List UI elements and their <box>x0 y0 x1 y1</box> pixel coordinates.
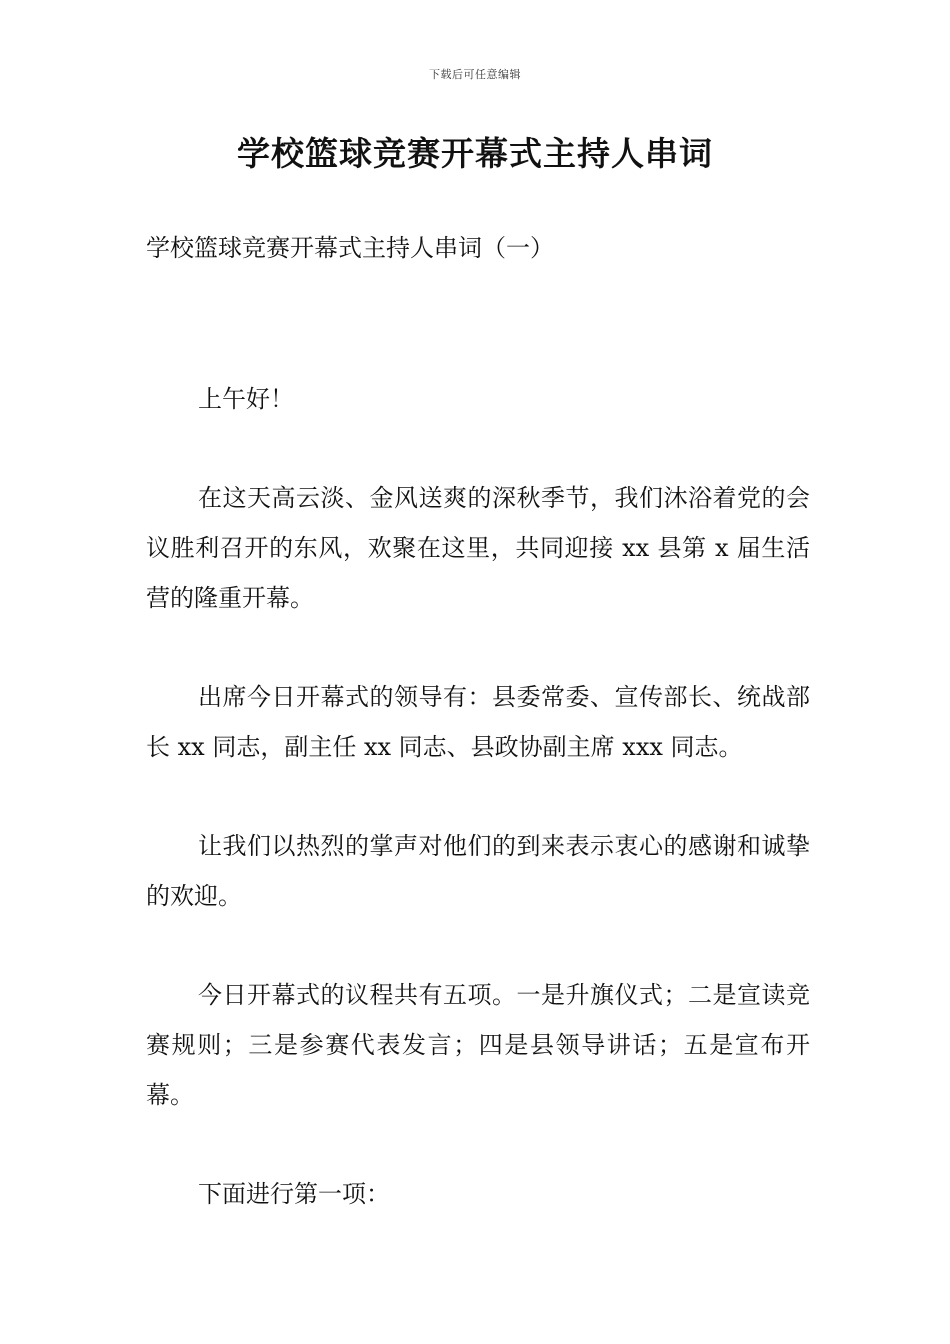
paragraph-applause: 让我们以热烈的掌声对他们的到来表示衷心的感谢和诚挚的欢迎。 <box>146 832 810 910</box>
paragraph-leaders: 出席今日开幕式的领导有：县委常委、宣传部长、统战部长 xx 同志，副主任 xx 同志、县政协副主席 xxx 同志。 <box>146 683 810 761</box>
paragraph-agenda: 今日开幕式的议程共有五项。一是升旗仪式；二是宣读竞赛规则；三是参赛代表发言；四是县领导讲话；五是宣布开幕。 <box>146 981 810 1109</box>
document-subtitle: 学校篮球竞赛开幕式主持人串词（一） <box>146 234 554 262</box>
document-title: 学校篮球竞赛开幕式主持人串词 <box>237 134 713 173</box>
header-note: 下载后可任意编辑 <box>429 68 521 81</box>
paragraph-greeting: 上午好！ <box>198 385 294 413</box>
paragraph-first-item: 下面进行第一项： <box>198 1180 390 1208</box>
paragraph-opening: 在这天高云淡、金风送爽的深秋季节，我们沐浴着党的会议胜利召开的东风，欢聚在这里，共同迎接 xx 县第 x 届生活营的隆重开幕。 <box>146 484 810 612</box>
